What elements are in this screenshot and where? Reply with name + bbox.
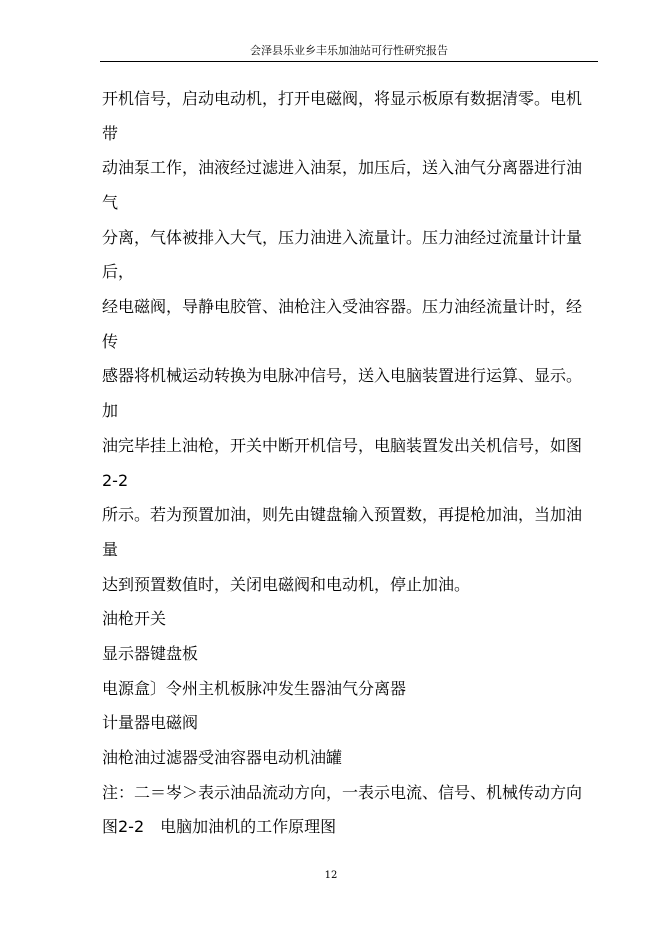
body-line: 后， — [102, 262, 135, 281]
diagram-label: 计量器电磁阀 — [102, 713, 199, 732]
body-line: 油完毕挂上油枪，开关中断开机信号，电脑装置发出关机信号，如图 — [102, 436, 583, 455]
body-line: 2-2 — [102, 471, 129, 490]
body-line: 分离，气体被排入大气，压力油进入流量计。压力油经过流量计计量 — [102, 228, 583, 247]
page-header: 会泽县乐业乡丰乐加油站可行性研究报告 — [250, 44, 448, 57]
diagram-note: 注：二＝岑＞表示油品流动方向，一表示电流、信号、机械传动方向 — [102, 783, 583, 802]
diagram-label: 显示器键盘板 — [102, 644, 199, 663]
page-number: 12 — [324, 870, 338, 881]
body-line: 加 — [102, 401, 119, 420]
body-line: 感器将机械运动转换为电脉冲信号，送入电脑装置进行运算、显示。 — [102, 366, 583, 385]
body-line: 开机信号，启动电动机，打开电磁阀，将显示板原有数据清零。电机 — [102, 89, 583, 108]
body-line: 量 — [102, 540, 119, 559]
body-line: 带 — [102, 124, 119, 143]
body-line: 达到预置数值时，关闭电磁阀和电动机，停止加油。 — [102, 575, 471, 594]
body-line: 气 — [102, 193, 119, 212]
diagram-label: 油枪开关 — [102, 609, 167, 628]
body-line: 传 — [102, 332, 119, 351]
body-line: 动油泵工作，油液经过滤进入油泵，加压后，送入油气分离器进行油 — [102, 158, 583, 177]
diagram-label: 油枪油过滤器受油容器电动机油罐 — [102, 748, 343, 767]
body-line: 经电磁阀，导静电胶管、油枪注入受油容器。压力油经流量计时，经 — [102, 297, 583, 316]
body-line: 所示。若为预置加油，则先由键盘输入预置数，再提枪加油，当加油 — [102, 505, 583, 524]
header-divider — [100, 61, 598, 62]
diagram-label: 电源盒〕令州主机板脉冲发生器油气分离器 — [102, 679, 407, 698]
figure-caption: 图2-2 电脑加油机的工作原理图 — [102, 817, 337, 836]
